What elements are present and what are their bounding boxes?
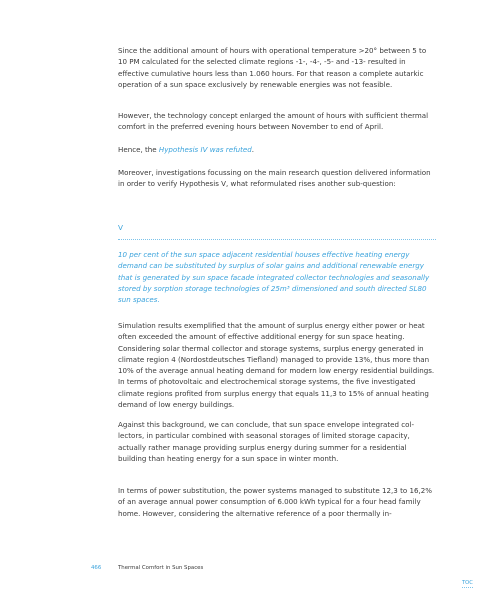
paragraph-text: .: [251, 145, 254, 154]
hypothesis-text: 10 per cent of the sun space adjacent residential houses effective heating energy demand can be substituted by surplus of solar gains and additional renewable energy that is generated by sun space facade integrated collector technologies and seasonally stored by sorption storage technologies of 25m³ dimensioned and south directed SL80 sun spaces.: [118, 250, 430, 305]
running-title: Thermal Comfort in Sun Spaces: [118, 565, 204, 571]
toc-link[interactable]: TOC: [462, 580, 473, 586]
paragraph-power-substitution: [118, 485, 436, 519]
paragraph-text: In terms of power substitution, the power systems managed to substitute 12,3 to 16,2% of an average annual power consumption of 6.000 kWh typical for a four head family home. However, considering the alternative reference of a poor thermally in-: [118, 486, 432, 518]
page-number: 466: [91, 565, 102, 571]
paragraph-hypothesis-refuted: [118, 144, 436, 155]
hypothesis-header: [118, 223, 436, 240]
paragraph-technology-concept: [118, 110, 436, 133]
paragraph-conclusion: [118, 419, 436, 464]
paragraph-text: Since the additional amount of hours with operational temperature >20° between 5 to 10 PM calculated for the selected climate regions -1-, -4-, -5- and -13- resulted in effective cumulative hours less than 1.060 hours. For that reason a complete autarkic operation of a sun space exclusively by renewable energies was not feasible.: [118, 46, 427, 89]
paragraph-text: Hence, the: [118, 145, 159, 154]
paragraph-operational-hours: [118, 45, 436, 90]
paragraph-text: Moreover, investigations focussing on the main research question delivered information in order to verify Hypothesis V, what reformulated rises another sub-question:: [118, 168, 431, 189]
paragraph-research-question: [118, 167, 436, 190]
hypothesis-label: V: [118, 223, 123, 232]
paragraph-text: However, the technology concept enlarged the amount of hours with sufficient thermal comfort in the preferred evening hours between November to end of April.: [118, 111, 429, 132]
paragraph-simulation-results: [118, 320, 436, 410]
hypothesis-iv-link[interactable]: Hypothesis IV was refuted: [158, 145, 252, 154]
hypothesis-statement: [118, 249, 436, 305]
paragraph-text: Simulation results exemplified that the amount of surplus energy either power or heat often exceeded the amount of effective additional energy for sun space heating. Considering solar thermal collector and storage systems, surplus energy generated in climate region 4 (Nordostdeutsches Tiefland) managed to provide 13%, thus more than 10% of the average annual heating demand for modern low energy residential buildings. In terms of photovoltaic and electrochemical storage systems, the five investigated climate regions profited from surplus energy that equals 11,3 to 15% of annual heating demand of low energy buildings.: [118, 321, 435, 410]
paragraph-text: Against this background, we can conclude, that sun space envelope integrated col-lectors, in particular combined with seasonal storages of limited storage capacity, actually rather manage providing surplus energy during summer for a residential building than heating energy for a sun space in winter month.: [118, 420, 415, 463]
